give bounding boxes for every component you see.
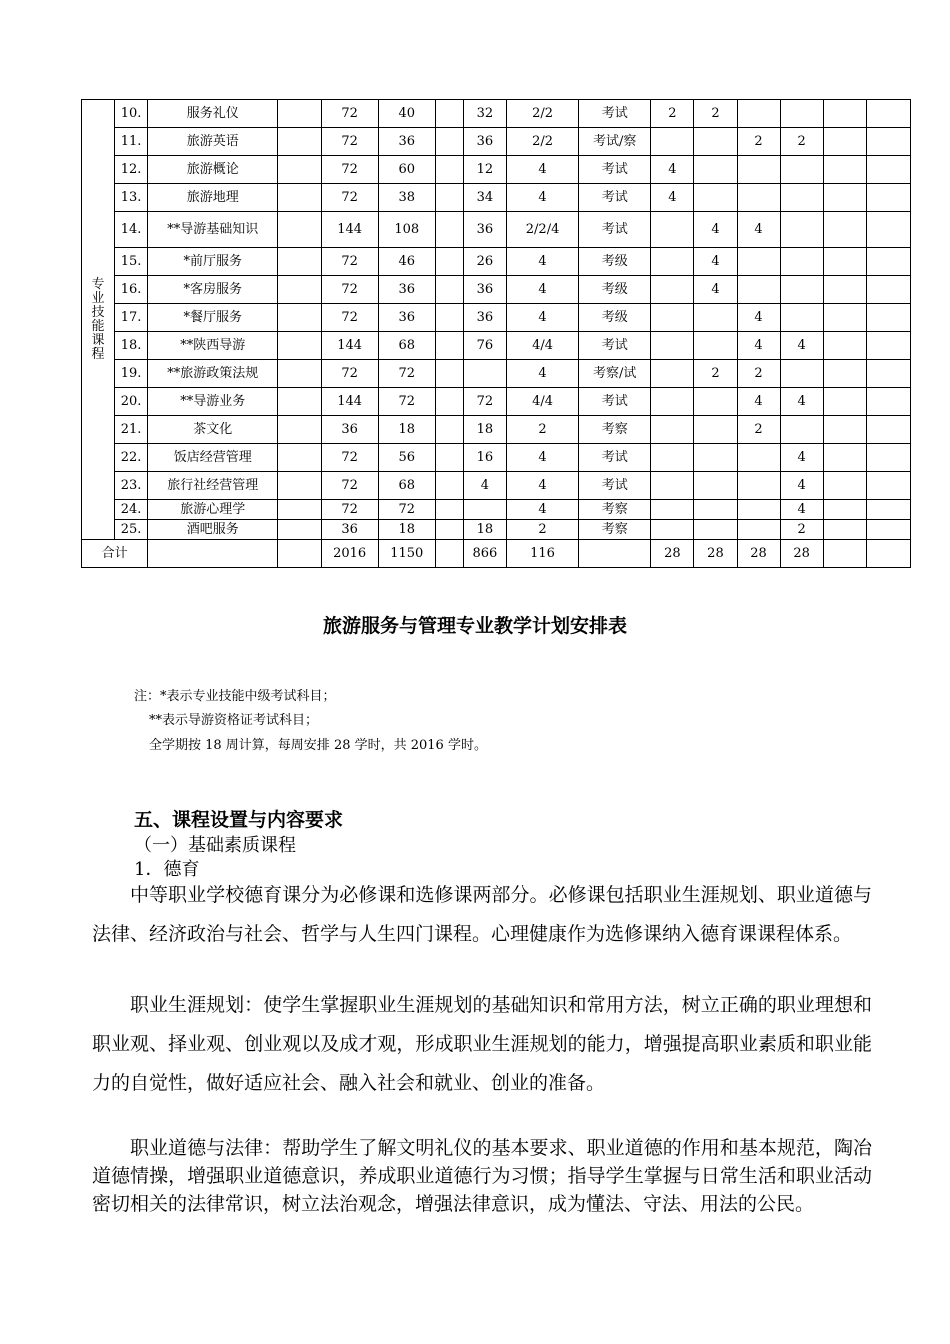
assessment: 考试: [579, 212, 651, 248]
semester-3: [737, 472, 780, 500]
blank-col: [278, 156, 321, 184]
blank-col: [435, 540, 463, 568]
semester-6: [866, 332, 910, 360]
theory-hours: 72: [378, 360, 435, 388]
summary-practice-hours: 866: [463, 540, 506, 568]
theory-hours: 56: [378, 444, 435, 472]
weekly-hours: 4/4: [506, 332, 578, 360]
semester-5: [823, 276, 866, 304]
total-hours: 36: [321, 416, 378, 444]
semester-2: [694, 388, 737, 416]
semester-4: 4: [780, 472, 823, 500]
course-number: 25.: [115, 520, 148, 540]
semester-2: [694, 156, 737, 184]
semester-3: [737, 184, 780, 212]
assessment: 考试: [579, 472, 651, 500]
theory-hours: 68: [378, 472, 435, 500]
semester-4: [780, 156, 823, 184]
semester-1: [651, 500, 694, 520]
semester-5: [823, 248, 866, 276]
total-hours: 72: [321, 248, 378, 276]
blank-col: [435, 500, 463, 520]
practice-hours: 18: [463, 416, 506, 444]
semester-5: [823, 472, 866, 500]
teaching-plan-table: [81, 99, 911, 568]
semester-3: 2: [737, 360, 780, 388]
course-name: 旅游地理: [148, 184, 278, 212]
theory-hours: 18: [378, 416, 435, 444]
semester-5: [823, 416, 866, 444]
theory-hours: 46: [378, 248, 435, 276]
semester-1: [651, 276, 694, 304]
assessment: 考试/察: [579, 128, 651, 156]
theory-hours: 40: [378, 100, 435, 128]
summary-semester-1: 28: [651, 540, 694, 568]
note-line-3: 全学期按 18 周计算，每周安排 28 学时，共 2016 学时。: [149, 738, 487, 753]
semester-2: 2: [694, 360, 737, 388]
semester-6: [866, 416, 910, 444]
semester-6: [866, 276, 910, 304]
semester-5: [823, 128, 866, 156]
total-hours: 36: [321, 520, 378, 540]
semester-3: [737, 520, 780, 540]
theory-hours: 72: [378, 500, 435, 520]
theory-hours: 36: [378, 128, 435, 156]
blank-col: [278, 128, 321, 156]
total-hours: 72: [321, 276, 378, 304]
semester-2: [694, 444, 737, 472]
semester-6: [866, 500, 910, 520]
table-row: [82, 100, 911, 128]
semester-6: [866, 128, 910, 156]
table-body: [82, 100, 911, 568]
semester-4: 4: [780, 388, 823, 416]
practice-hours: 36: [463, 276, 506, 304]
practice-hours: 36: [463, 304, 506, 332]
semester-1: 4: [651, 184, 694, 212]
blank-col: [435, 248, 463, 276]
semester-6: [866, 156, 910, 184]
semester-5: [823, 360, 866, 388]
paragraph-moral-education: 中等职业学校德育课分为必修课和选修课两部分。必修课包括职业生涯规划、职业道德与法律、经济政治与社会、哲学与人生四门课程。心理健康作为选修课纳入德育课课程体系。: [92, 884, 872, 945]
semester-2: [694, 304, 737, 332]
blank-col: [278, 500, 321, 520]
assessment: 考察: [579, 416, 651, 444]
semester-5: [823, 520, 866, 540]
practice-hours: [463, 360, 506, 388]
total-hours: 72: [321, 472, 378, 500]
blank-col: [435, 332, 463, 360]
summary-semester-3: 28: [737, 540, 780, 568]
blank-col: [278, 212, 321, 248]
practice-hours: 72: [463, 388, 506, 416]
total-hours: 72: [321, 500, 378, 520]
blank-col: [579, 540, 651, 568]
blank-col: [435, 520, 463, 540]
course-name: **旅游政策法规: [148, 360, 278, 388]
total-hours: 72: [321, 360, 378, 388]
semester-5: [823, 500, 866, 520]
total-hours: 72: [321, 100, 378, 128]
total-hours: 72: [321, 184, 378, 212]
semester-3: [737, 248, 780, 276]
semester-4: 2: [780, 520, 823, 540]
course-number: 23.: [115, 472, 148, 500]
semester-1: [651, 472, 694, 500]
semester-4: [780, 100, 823, 128]
summary-total-hours: 2016: [321, 540, 378, 568]
semester-5: [823, 100, 866, 128]
practice-hours: 36: [463, 128, 506, 156]
practice-hours: 26: [463, 248, 506, 276]
course-name: 旅游心理学: [148, 500, 278, 520]
course-name: 旅游英语: [148, 128, 278, 156]
subsection-heading: （一）基础素质课程: [134, 835, 296, 856]
semester-4: [780, 360, 823, 388]
semester-4: [780, 248, 823, 276]
weekly-hours: 2: [506, 416, 578, 444]
weekly-hours: 4/4: [506, 388, 578, 416]
weekly-hours: 4: [506, 156, 578, 184]
practice-hours: [463, 500, 506, 520]
weekly-hours: 4: [506, 500, 578, 520]
semester-3: 4: [737, 388, 780, 416]
assessment: 考级: [579, 304, 651, 332]
table-row: [82, 248, 911, 276]
semester-3: [737, 156, 780, 184]
semester-3: [737, 500, 780, 520]
course-number: 13.: [115, 184, 148, 212]
semester-6: [866, 472, 910, 500]
theory-hours: 60: [378, 156, 435, 184]
assessment: 考试: [579, 184, 651, 212]
semester-4: 4: [780, 332, 823, 360]
blank-col: [278, 304, 321, 332]
assessment: 考试: [579, 332, 651, 360]
assessment: 考察: [579, 520, 651, 540]
blank-col: [435, 276, 463, 304]
note-line-1: 注：*表示专业技能中级考试科目；: [134, 689, 336, 704]
course-number: 14.: [115, 212, 148, 248]
semester-5: [823, 388, 866, 416]
semester-1: [651, 388, 694, 416]
total-hours: 72: [321, 156, 378, 184]
assessment: 考试: [579, 444, 651, 472]
semester-3: [737, 276, 780, 304]
semester-6: [866, 360, 910, 388]
semester-5: [823, 332, 866, 360]
course-number: 10.: [115, 100, 148, 128]
blank-col: [823, 540, 866, 568]
blank-col: [435, 416, 463, 444]
course-name: 旅游概论: [148, 156, 278, 184]
course-name: 酒吧服务: [148, 520, 278, 540]
assessment: 考级: [579, 276, 651, 304]
theory-hours: 36: [378, 304, 435, 332]
practice-hours: 76: [463, 332, 506, 360]
blank-col: [148, 540, 278, 568]
semester-1: [651, 128, 694, 156]
practice-hours: 32: [463, 100, 506, 128]
semester-4: [780, 184, 823, 212]
subsubsection-heading: 1．德育: [134, 859, 200, 880]
weekly-hours: 4: [506, 444, 578, 472]
blank-col: [435, 128, 463, 156]
practice-hours: 34: [463, 184, 506, 212]
practice-hours: 4: [463, 472, 506, 500]
semester-2: [694, 332, 737, 360]
semester-4: [780, 416, 823, 444]
semester-3: 4: [737, 304, 780, 332]
blank-col: [278, 184, 321, 212]
assessment: 考试: [579, 100, 651, 128]
theory-hours: 38: [378, 184, 435, 212]
total-hours: 72: [321, 304, 378, 332]
semester-4: [780, 304, 823, 332]
semester-6: [866, 248, 910, 276]
theory-hours: 72: [378, 388, 435, 416]
weekly-hours: 4: [506, 360, 578, 388]
note-line-2: **表示导游资格证考试科目；: [149, 713, 319, 728]
blank-col: [278, 416, 321, 444]
blank-col: [278, 360, 321, 388]
semester-3: [737, 100, 780, 128]
total-hours: 144: [321, 212, 378, 248]
total-hours: 72: [321, 444, 378, 472]
semester-2: [694, 416, 737, 444]
semester-3: [737, 444, 780, 472]
weekly-hours: 4: [506, 304, 578, 332]
blank-col: [435, 156, 463, 184]
semester-5: [823, 212, 866, 248]
blank-col: [435, 184, 463, 212]
semester-2: [694, 472, 737, 500]
summary-label: 合计: [82, 540, 148, 568]
summary-row: [82, 540, 911, 568]
course-name: 饭店经营管理: [148, 444, 278, 472]
semester-2: 2: [694, 100, 737, 128]
assessment: 考试: [579, 388, 651, 416]
paragraph-career-planning: 职业生涯规划：使学生掌握职业生涯规划的基础知识和常用方法，树立正确的职业理想和职业观、择业观、创业观以及成才观，形成职业生涯规划的能力，增强提高职业素质和职业能力的自觉性，做好适应社会、融入社会和就业、创业的准备。: [92, 994, 872, 1094]
category-cell: [82, 100, 115, 540]
blank-col: [435, 444, 463, 472]
semester-5: [823, 184, 866, 212]
course-number: 15.: [115, 248, 148, 276]
weekly-hours: 4: [506, 472, 578, 500]
semester-5: [823, 444, 866, 472]
semester-3: 4: [737, 332, 780, 360]
blank-col: [435, 472, 463, 500]
semester-6: [866, 212, 910, 248]
blank-col: [278, 472, 321, 500]
theory-hours: 68: [378, 332, 435, 360]
table-row: [82, 444, 911, 472]
blank-col: [278, 100, 321, 128]
semester-4: 4: [780, 500, 823, 520]
semester-5: [823, 304, 866, 332]
semester-6: [866, 444, 910, 472]
weekly-hours: 4: [506, 184, 578, 212]
semester-1: [651, 520, 694, 540]
course-number: 16.: [115, 276, 148, 304]
semester-4: [780, 212, 823, 248]
weekly-hours: 2/2/4: [506, 212, 578, 248]
blank-col: [278, 444, 321, 472]
weekly-hours: 2: [506, 520, 578, 540]
assessment: 考试: [579, 156, 651, 184]
total-hours: 144: [321, 388, 378, 416]
blank-col: [278, 540, 321, 568]
assessment: 考察/试: [579, 360, 651, 388]
semester-2: [694, 500, 737, 520]
assessment: 考级: [579, 248, 651, 276]
practice-hours: 36: [463, 212, 506, 248]
weekly-hours: 2/2: [506, 128, 578, 156]
course-number: 19.: [115, 360, 148, 388]
category-label: 专业技能课程: [91, 276, 105, 362]
course-name: *客房服务: [148, 276, 278, 304]
course-number: 21.: [115, 416, 148, 444]
semester-6: [866, 100, 910, 128]
total-hours: 144: [321, 332, 378, 360]
summary-semester-2: 28: [694, 540, 737, 568]
semester-3: 4: [737, 212, 780, 248]
summary-semester-4: 28: [780, 540, 823, 568]
blank-col: [278, 332, 321, 360]
section-heading: 五、课程设置与内容要求: [134, 809, 344, 831]
course-number: 18.: [115, 332, 148, 360]
table-title: 旅游服务与管理专业教学计划安排表: [322, 615, 627, 637]
semester-3: 2: [737, 416, 780, 444]
course-name: **导游基础知识: [148, 212, 278, 248]
semester-1: [651, 332, 694, 360]
semester-1: 2: [651, 100, 694, 128]
blank-col: [435, 360, 463, 388]
semester-6: [866, 184, 910, 212]
table-row: [82, 520, 911, 540]
semester-2: 4: [694, 276, 737, 304]
blank-col: [435, 100, 463, 128]
course-name: *餐厅服务: [148, 304, 278, 332]
summary-theory-hours: 1150: [378, 540, 435, 568]
semester-4: [780, 276, 823, 304]
blank-col: [278, 388, 321, 416]
blank-col: [435, 388, 463, 416]
assessment: 考察: [579, 500, 651, 520]
blank-col: [435, 304, 463, 332]
semester-1: [651, 360, 694, 388]
course-number: 20.: [115, 388, 148, 416]
course-name: 茶文化: [148, 416, 278, 444]
theory-hours: 36: [378, 276, 435, 304]
table-row: [82, 332, 911, 360]
table-row: [82, 360, 911, 388]
course-name: 服务礼仪: [148, 100, 278, 128]
blank-col: [278, 520, 321, 540]
semester-1: [651, 304, 694, 332]
semester-5: [823, 156, 866, 184]
table-row: [82, 184, 911, 212]
semester-1: [651, 248, 694, 276]
semester-6: [866, 520, 910, 540]
table-row: [82, 276, 911, 304]
table-row: [82, 472, 911, 500]
theory-hours: 108: [378, 212, 435, 248]
summary-weekly-hours: 116: [506, 540, 578, 568]
semester-2: [694, 520, 737, 540]
course-number: 24.: [115, 500, 148, 520]
course-number: 17.: [115, 304, 148, 332]
semester-2: 4: [694, 248, 737, 276]
semester-2: [694, 184, 737, 212]
practice-hours: 12: [463, 156, 506, 184]
paragraph-ethics-law: 职业道德与法律：帮助学生了解文明礼仪的基本要求、职业道德的作用和基本规范，陶冶道德情操，增强职业道德意识，养成职业道德行为习惯；指导学生掌握与日常生活和职业活动密切相关的法律常识，树立法治观念，增强法律意识，成为懂法、守法、用法的公民。: [92, 1137, 872, 1215]
semester-1: 4: [651, 156, 694, 184]
semester-2: 4: [694, 212, 737, 248]
blank-col: [278, 248, 321, 276]
practice-hours: 18: [463, 520, 506, 540]
semester-6: [866, 388, 910, 416]
semester-1: [651, 212, 694, 248]
semester-1: [651, 444, 694, 472]
table-row: [82, 304, 911, 332]
table-row: [82, 416, 911, 444]
course-number: 11.: [115, 128, 148, 156]
blank-col: [435, 212, 463, 248]
table-row: [82, 500, 911, 520]
weekly-hours: 4: [506, 248, 578, 276]
theory-hours: 18: [378, 520, 435, 540]
semester-3: 2: [737, 128, 780, 156]
course-number: 12.: [115, 156, 148, 184]
semester-2: [694, 128, 737, 156]
course-name: **陕西导游: [148, 332, 278, 360]
blank-col: [866, 540, 910, 568]
weekly-hours: 4: [506, 276, 578, 304]
table-row: [82, 212, 911, 248]
practice-hours: 16: [463, 444, 506, 472]
table-row: [82, 156, 911, 184]
course-number: 22.: [115, 444, 148, 472]
course-name: 旅行社经营管理: [148, 472, 278, 500]
course-name: **导游业务: [148, 388, 278, 416]
semester-1: [651, 416, 694, 444]
semester-6: [866, 304, 910, 332]
total-hours: 72: [321, 128, 378, 156]
semester-4: 4: [780, 444, 823, 472]
weekly-hours: 2/2: [506, 100, 578, 128]
table-row: [82, 128, 911, 156]
semester-4: 2: [780, 128, 823, 156]
blank-col: [278, 276, 321, 304]
course-name: *前厅服务: [148, 248, 278, 276]
table-row: [82, 388, 911, 416]
